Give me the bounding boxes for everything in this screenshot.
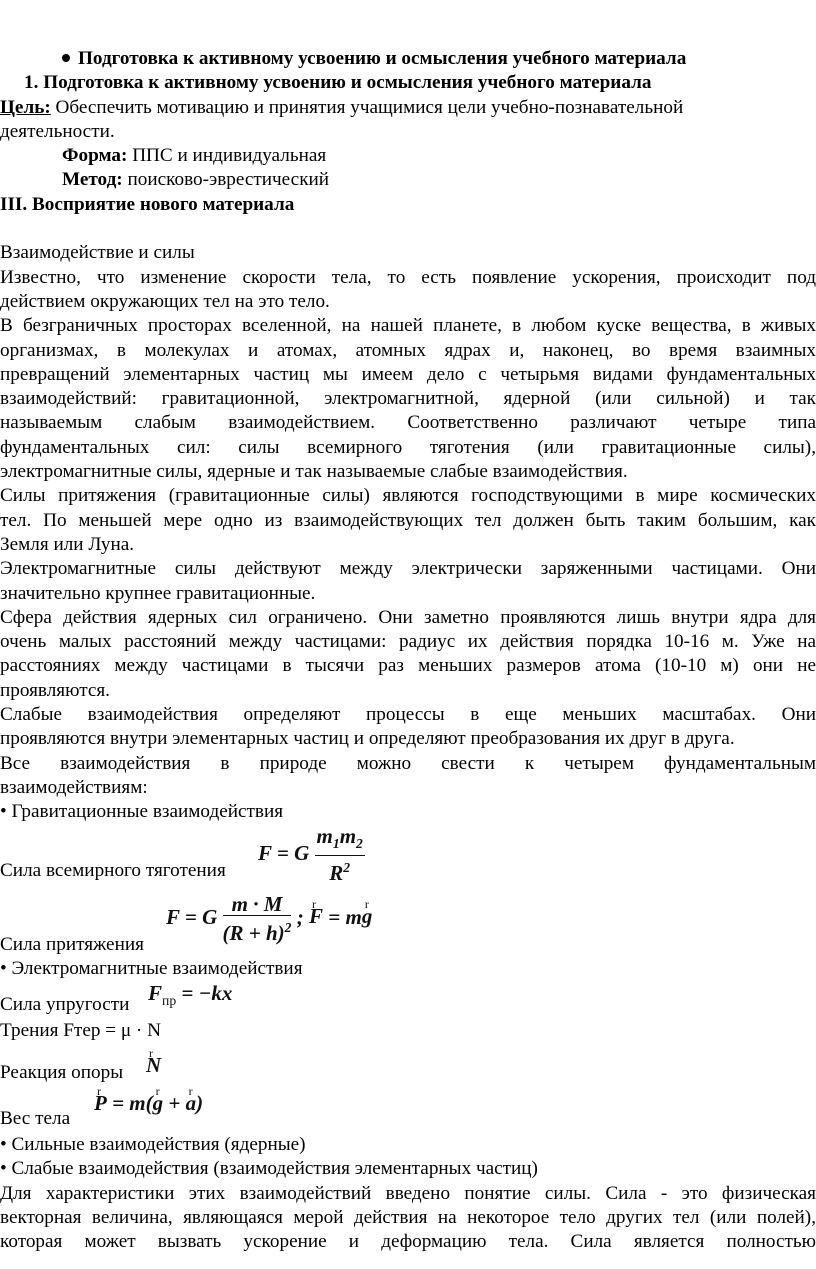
- paragraph-line: взаимодействиям:: [0, 776, 148, 798]
- bullet-electromagnetic: • Электромагнитные взаимодействия: [0, 957, 303, 979]
- paragraph-line: организмах, в молекулах и атомах, атомных ядрах и, наконец, во время взаимных: [0, 339, 816, 361]
- form-label: Форма:: [62, 145, 128, 167]
- section-title: III. Восприятие нового материала: [0, 193, 295, 215]
- paragraph-line: фундаментальных сил: силы всемирного тяготения (или гравитационные силы),: [0, 436, 816, 458]
- bullet-strong: • Сильные взаимодействия (ядерные): [0, 1134, 306, 1156]
- formula-elastic-row: [0, 981, 816, 1019]
- heading-bullet-text: Подготовка к активному усвоению и осмысления учебного материала: [78, 48, 687, 69]
- formula-elastic: $F_{пр} = -kx$: [148, 980, 233, 1008]
- method-value: поисково-эврестический: [122, 169, 330, 191]
- paragraph-line: Слабые взаимодействия определяют процессы в еще меньших масштабах. Они: [0, 704, 816, 726]
- formula-weight: r P = m(r g + r a): [94, 1091, 203, 1115]
- formula-weight-row: [0, 1087, 816, 1133]
- paragraph-line: очень малых расстояний между частицами: радиус их действия порядка 10-16 м. Уже на: [0, 631, 816, 653]
- paragraph-line: расстояниях между частицами в тысячи раз меньших размеров атома (10-10 м) они не: [0, 655, 816, 677]
- formula-normal: r N: [146, 1053, 161, 1077]
- label-weight: Вес тела: [0, 1108, 71, 1130]
- paragraph-line: Сфера действия ядерных сил ограничено. Они заметно проявляются лишь внутри ядра для: [0, 606, 816, 628]
- paragraph-line: векторная величина, являющаяся мерой действия на некоторое тело других тел (или полей),: [0, 1206, 816, 1228]
- paragraph-line: называемым слабым взаимодействием. Соответственно различают четыре типа: [0, 412, 816, 434]
- goal-label: Цель:: [0, 96, 51, 118]
- method-line: [0, 168, 816, 192]
- formula-universal-row: [0, 825, 816, 883]
- form-line: [0, 144, 816, 168]
- paragraph-line: Известно, что изменение скорости тела, то есть появление ускорения, происходит под: [0, 266, 816, 288]
- label-elastic: Сила упругости: [0, 993, 130, 1015]
- form-value: ППС и индивидуальная: [127, 145, 327, 167]
- label-universal: Сила всемирного тяготения: [0, 859, 226, 881]
- paragraph-line: Все взаимодействия в природе можно свести к четырем фундаментальным: [0, 752, 816, 774]
- friction-line: Трения Fтер = μ · N: [0, 1019, 161, 1041]
- heading-numbered: 1. Подготовка к активному усвоению и осмысления учебного материала: [24, 72, 652, 94]
- formula-attraction-row: [0, 883, 816, 957]
- paragraph-line: Силы притяжения (гравитационные силы) являются господствующими в мире космических: [0, 485, 816, 507]
- paragraph-line: электромагнитные силы, ядерные и так называемые слабые взаимодействия.: [0, 461, 628, 483]
- paragraph-line: значительно крупнее гравитационные.: [0, 582, 316, 604]
- goal-line: [0, 96, 816, 120]
- bullet-icon: [62, 54, 70, 62]
- formula-normal-row: [0, 1043, 816, 1087]
- paragraph-line: Электромагнитные силы действуют между электрически заряженными частицами. Они: [0, 558, 816, 580]
- bullet-gravitational: • Гравитационные взаимодействия: [0, 801, 284, 823]
- bullet-weak: • Слабые взаимодействия (взаимодействия элементарных частиц): [0, 1158, 538, 1180]
- topic-title: Взаимодействие и силы: [0, 242, 195, 264]
- goal-line-2: деятельности.: [0, 120, 115, 142]
- goal-text: Обеспечить мотивацию и принятия учащимися цели учебно-познавательной: [50, 96, 684, 118]
- paragraph-line: которая может вызвать ускорение и деформацию тела. Сила является полностью: [0, 1231, 816, 1253]
- paragraph-line: Для характеристики этих взаимодействий введено понятие силы. Сила - это физическая: [0, 1182, 816, 1204]
- paragraph-line: взаимодействий: гравитационной, электромагнитной, ядерной (или сильной) и так: [0, 388, 816, 410]
- paragraph-line: тел. По меньшей мере одно из взаимодействующих тел должен быть таким большим, как: [0, 509, 816, 531]
- label-normal: Реакция опоры: [0, 1062, 124, 1084]
- paragraph-line: В безграничных просторах вселенной, на нашей планете, в любом куске вещества, в живых: [0, 315, 816, 337]
- document-page: [0, 47, 816, 1255]
- formula-attraction: F = G $\frac{m \cdot M}{(R + h)^2}$ ; r F = mr g: [166, 893, 372, 945]
- method-label: Метод:: [62, 169, 123, 191]
- paragraph-line: Земля или Луна.: [0, 533, 135, 555]
- label-attraction: Сила притяжения: [0, 933, 144, 955]
- blank-line: [0, 217, 816, 241]
- paragraph-line: проявляются.: [0, 679, 110, 701]
- paragraph-line: действием окружающих тел на это тело.: [0, 290, 330, 312]
- paragraph-line: превращений элементарных частиц мы имеем дело с четырьмя видами фундаментальных: [0, 363, 816, 385]
- paragraph-line: проявляются внутри элементарных частиц и определяют преобразования их друг в друга.: [0, 728, 735, 750]
- formula-universal-gravitation: F = G $\frac{m_1m_2}{R^2}$: [258, 823, 363, 885]
- heading-bullet: [0, 47, 816, 71]
